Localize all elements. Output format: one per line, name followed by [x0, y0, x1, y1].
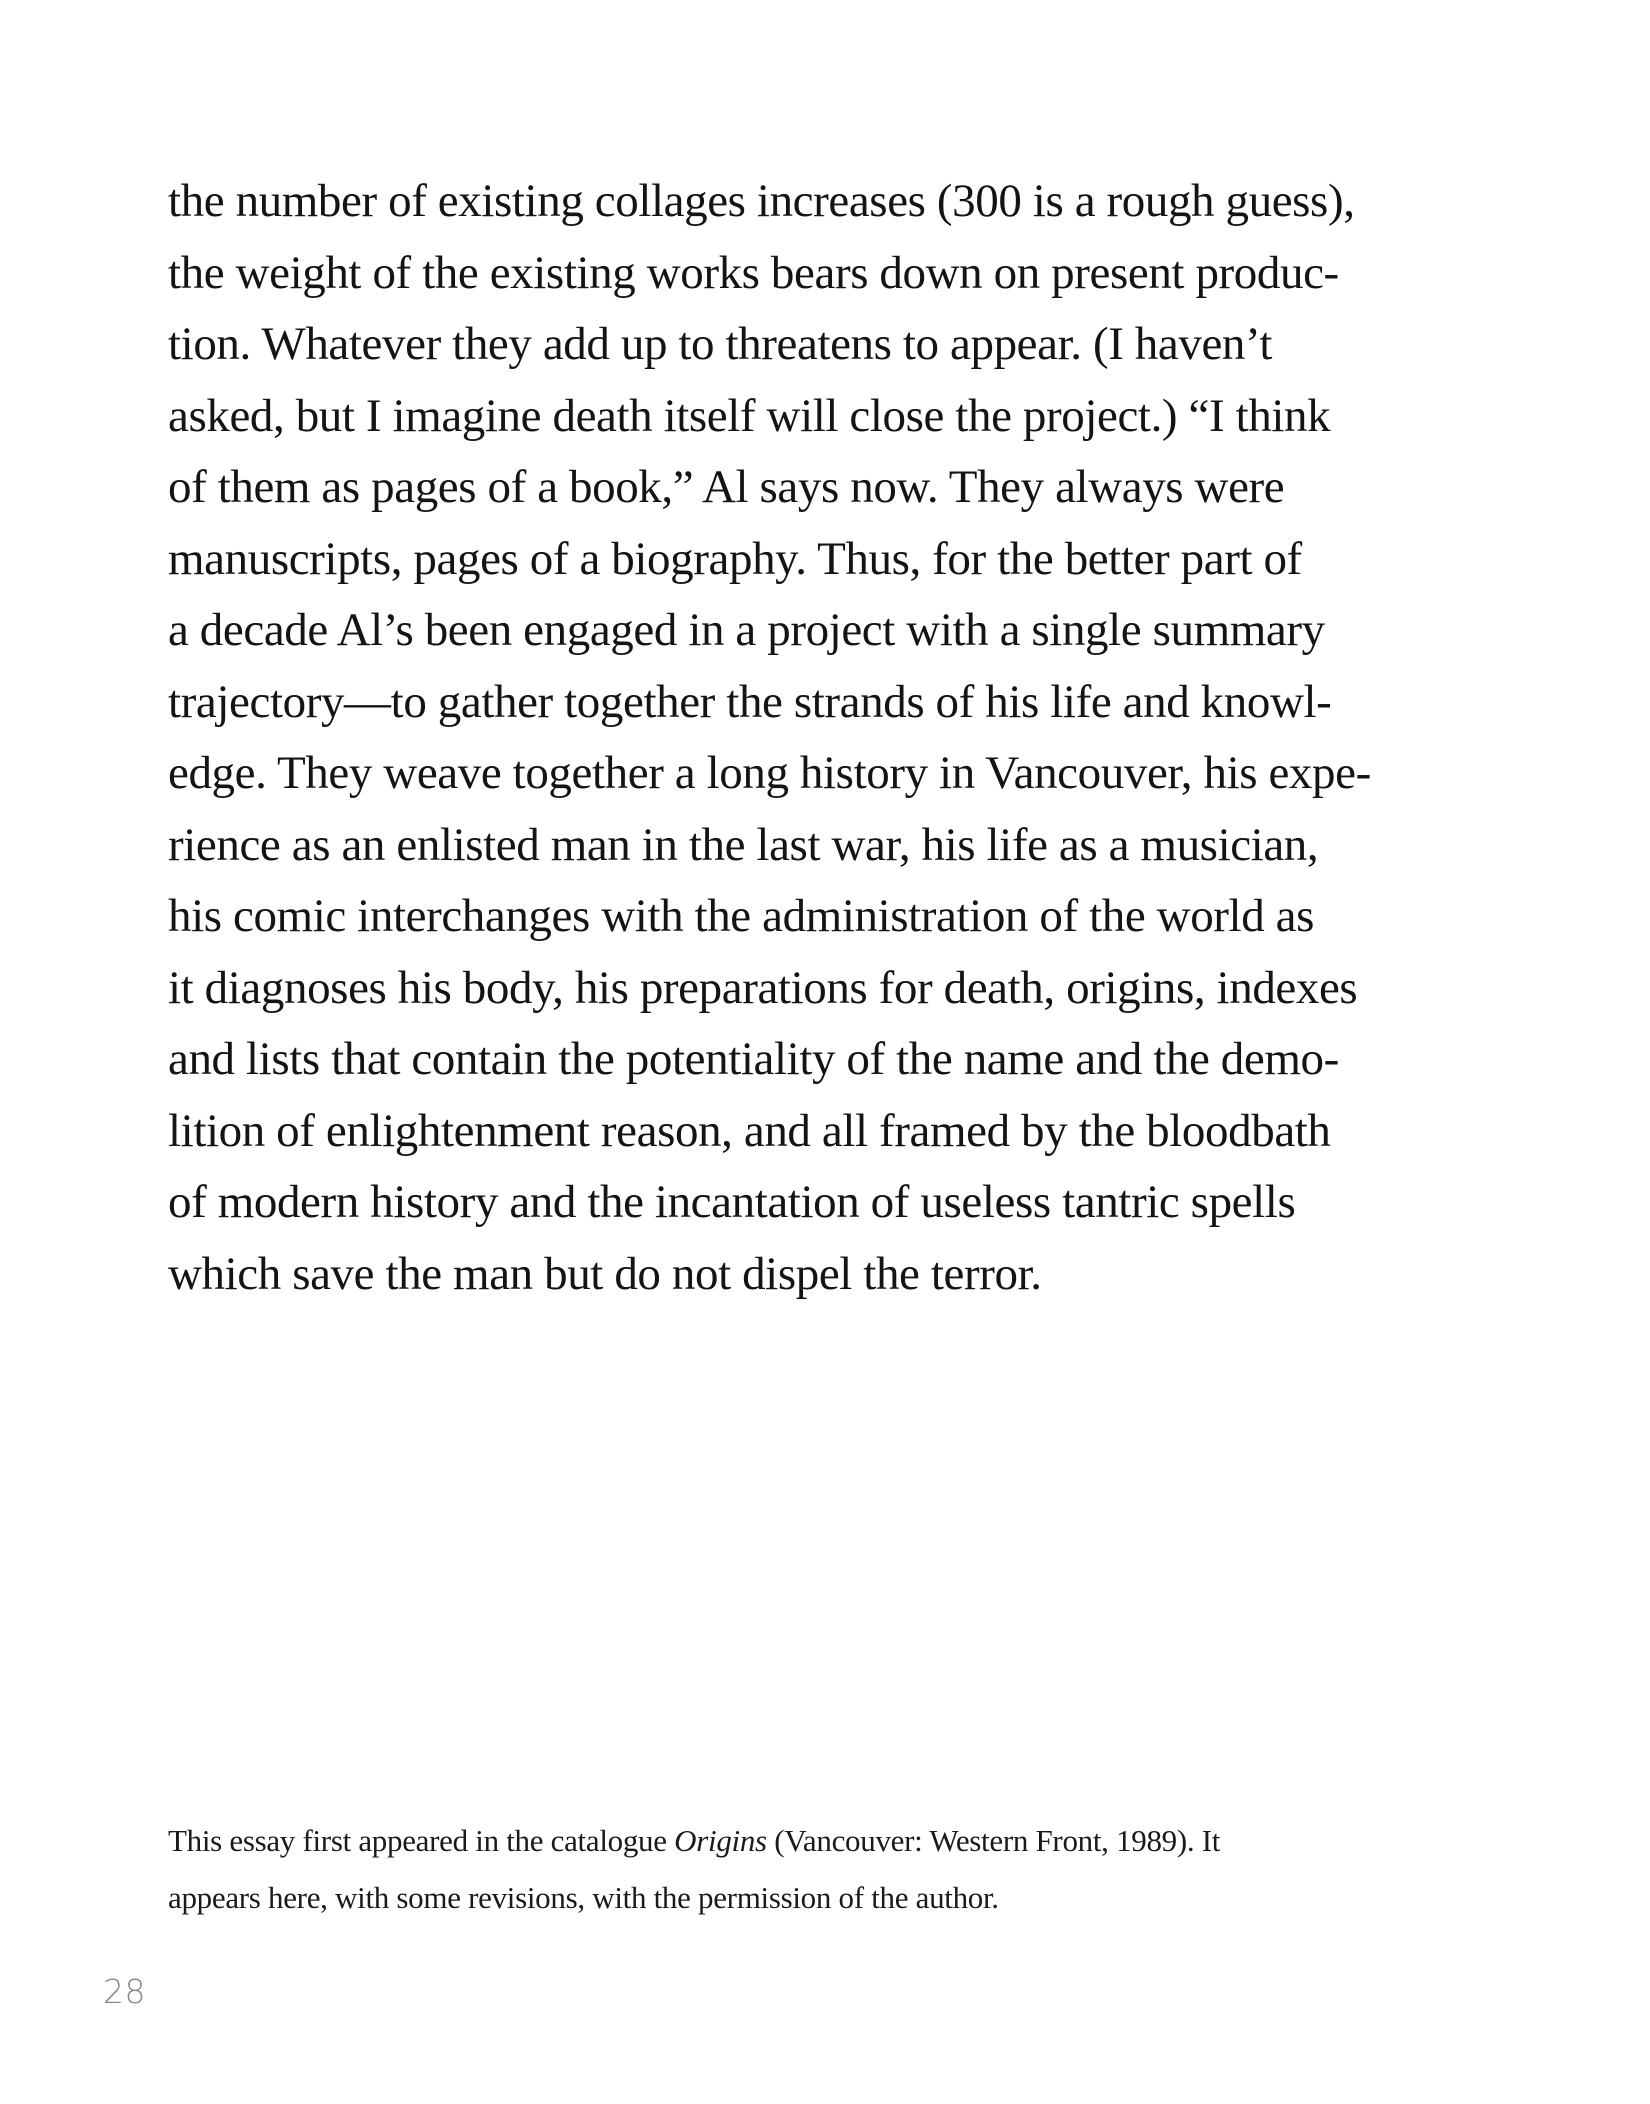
body-line: tion. Whatever they add up to threatens to appear. (I haven’t	[168, 318, 1273, 370]
publication-note-line-2: appears here, with some revisions, with the permission of the author.	[168, 1880, 999, 1915]
publication-note	[168, 1812, 1528, 1926]
body-line: it diagnoses his body, his preparations for death, origins, indexes	[168, 961, 1358, 1014]
note-text: This essay first appeared in the catalogue	[168, 1823, 675, 1858]
body-line: the weight of the existing works bears down on present produc-	[168, 246, 1339, 299]
body-line: the number of existing collages increases (300 is a rough guess),	[168, 175, 1355, 227]
body-line: and lists that contain the potentiality of the name and the demo-	[168, 1033, 1339, 1085]
body-line: trajectory—to gather together the strands of his life and knowl-	[168, 675, 1332, 728]
body-line: edge. They weave together a long history in Vancouver, his expe-	[168, 747, 1371, 799]
body-line: a decade Al’s been engaged in a project with a single summary	[168, 604, 1325, 656]
body-line: his comic interchanges with the administration of the world as	[168, 890, 1315, 942]
page-number: 28	[103, 1972, 146, 2011]
essay-body-paragraph	[168, 166, 1528, 1310]
body-line: lition of enlightenment reason, and all framed by the bloodbath	[168, 1104, 1331, 1157]
body-line: of modern history and the incantation of useless tantric spells	[168, 1176, 1296, 1228]
body-line: which save the man but do not dispel the terror.	[168, 1247, 1042, 1300]
body-line: manuscripts, pages of a biography. Thus, for the better part of	[168, 532, 1302, 585]
publication-note-line-1	[168, 1812, 1528, 1869]
note-text: (Vancouver: Western Front, 1989). It	[766, 1823, 1221, 1858]
body-line: asked, but I imagine death itself will close the project.) “I think	[168, 389, 1331, 442]
body-line: of them as pages of a book,” Al says now. They always were	[168, 461, 1285, 513]
body-line: rience as an enlisted man in the last war, his life as a musician,	[168, 818, 1319, 871]
catalogue-title: Origins	[674, 1823, 767, 1858]
